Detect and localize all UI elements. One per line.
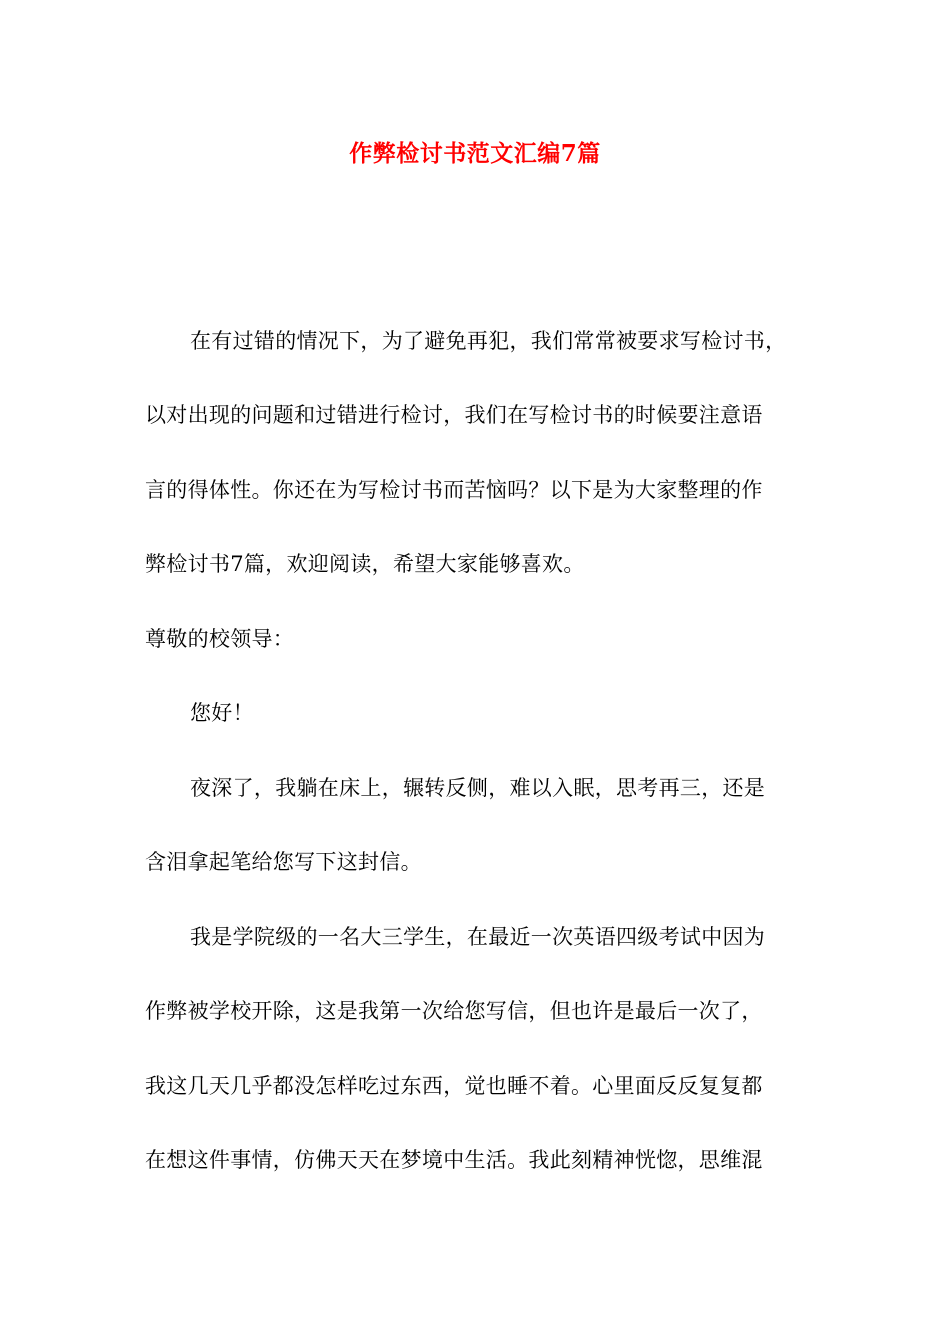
paragraph-line: 我这几天几乎都没怎样吃过东西，觉也睡不着。心里面反反复复都 [145,1074,763,1098]
paragraph-line: 含泪拿起笔给您写下这封信。 [145,850,422,874]
paragraph-line: 以对出现的问题和过错进行检讨，我们在写检讨书的时候要注意语 [145,403,763,427]
paragraph-line: 夜深了，我躺在床上，辗转反侧，难以入眠，思考再三，还是 [190,776,766,800]
paragraph-line: 在想这件事情，仿佛天天在梦境中生活。我此刻精神恍惚，思维混 [145,1148,763,1172]
paragraph-line: 弊检讨书7篇，欢迎阅读，希望大家能够喜欢。 [145,552,585,576]
greeting: 您好！ [190,701,254,725]
salutation: 尊敬的校领导： [145,627,295,651]
document-title: 作弊检讨书范文汇编7篇 [349,140,601,167]
paragraph-line: 在有过错的情况下，为了避免再犯，我们常常被要求写检讨书， [190,329,787,353]
paragraph-line: 言的得体性。你还在为写检讨书而苦恼吗？以下是为大家整理的作 [145,478,763,502]
paragraph-line: 我是学院级的一名大三学生，在最近一次英语四级考试中因为 [190,925,766,949]
paragraph-line: 作弊被学校开除，这是我第一次给您写信，但也许是最后一次了， [145,999,763,1023]
